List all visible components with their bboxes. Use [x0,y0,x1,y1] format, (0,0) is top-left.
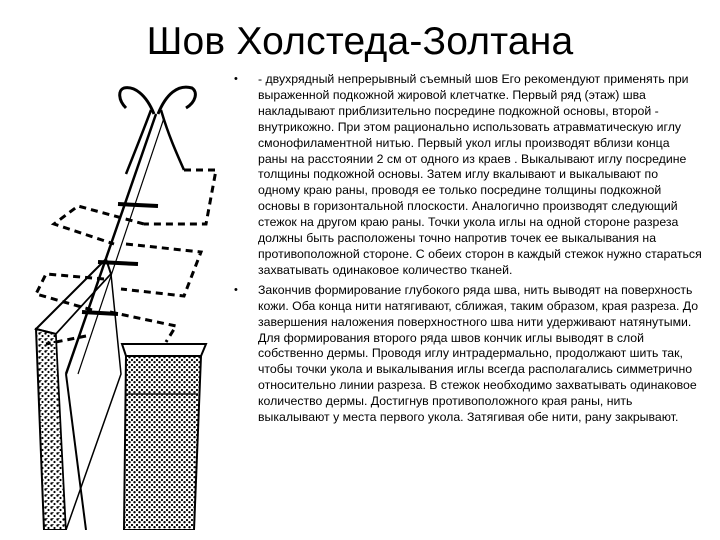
thread-ends [120,87,196,174]
suture-diagram-illustration [26,74,248,530]
bullet-marker: • [234,283,238,296]
bullet-text: - двухрядный непрерывный съемный шов Его рекомендуют применять при выраженной подкожной жировой клетчатке. Первый ряд (этаж) шва накладывают приблизительно посредине подкожной основы, второй - внутрикожно. При этом рационально использовать атравматическую иглу смонофиламентной нитью. Первый укол иглы производят вблизи конца раны на расстоянии 2 см от одного из краев . Выкалывают иглу посредине толщины подкожной основы. Затем иглу вкалывают и выкалывают по одному краю раны, проводя ее только посредине толщины подкожной основы в горизонтальной плоскости. Аналогично производят следующий стежок на другом краю раны. Точки укола иглы на одной стороне разреза должны быть расположены точно напротив точек ее выкалывания на противоположной стороне. С обеих сторон в каждый стежок нужно стараться захватывать одинаковое количество тканей. [258,72,702,277]
bullet-marker: • [234,73,238,85]
left-tissue-block [36,259,121,530]
slide-title: Шов Холстеда-Золтана [146,20,574,63]
bullet-item-1 [232,72,702,279]
bullet-text: Закончив формирование глубокого ряда шва, нить выводят на поверхность кожи. Оба конца нити натягивают, сближая, таким образом, края разреза. До завершения наложения поверхностного шва нити удерживают натянутыми. Для формирования второго ряда швов кончик иглы выводят в слой собственно дермы. Проводя иглу интрадермально, продолжают шить так, чтобы точки укола и выкалывания иглы всегда располагались симметрично относительно линии разреза. В стежок необходимо захватывать одинаковое количество дермы. Достигнув противоположного края раны, нить выкалывают у места первого укола. Затягивая обе нити, рану закрывают. [258,282,699,425]
bullet-item-2 [232,283,702,426]
right-tissue-block [122,344,206,530]
bullet-list [232,72,702,430]
